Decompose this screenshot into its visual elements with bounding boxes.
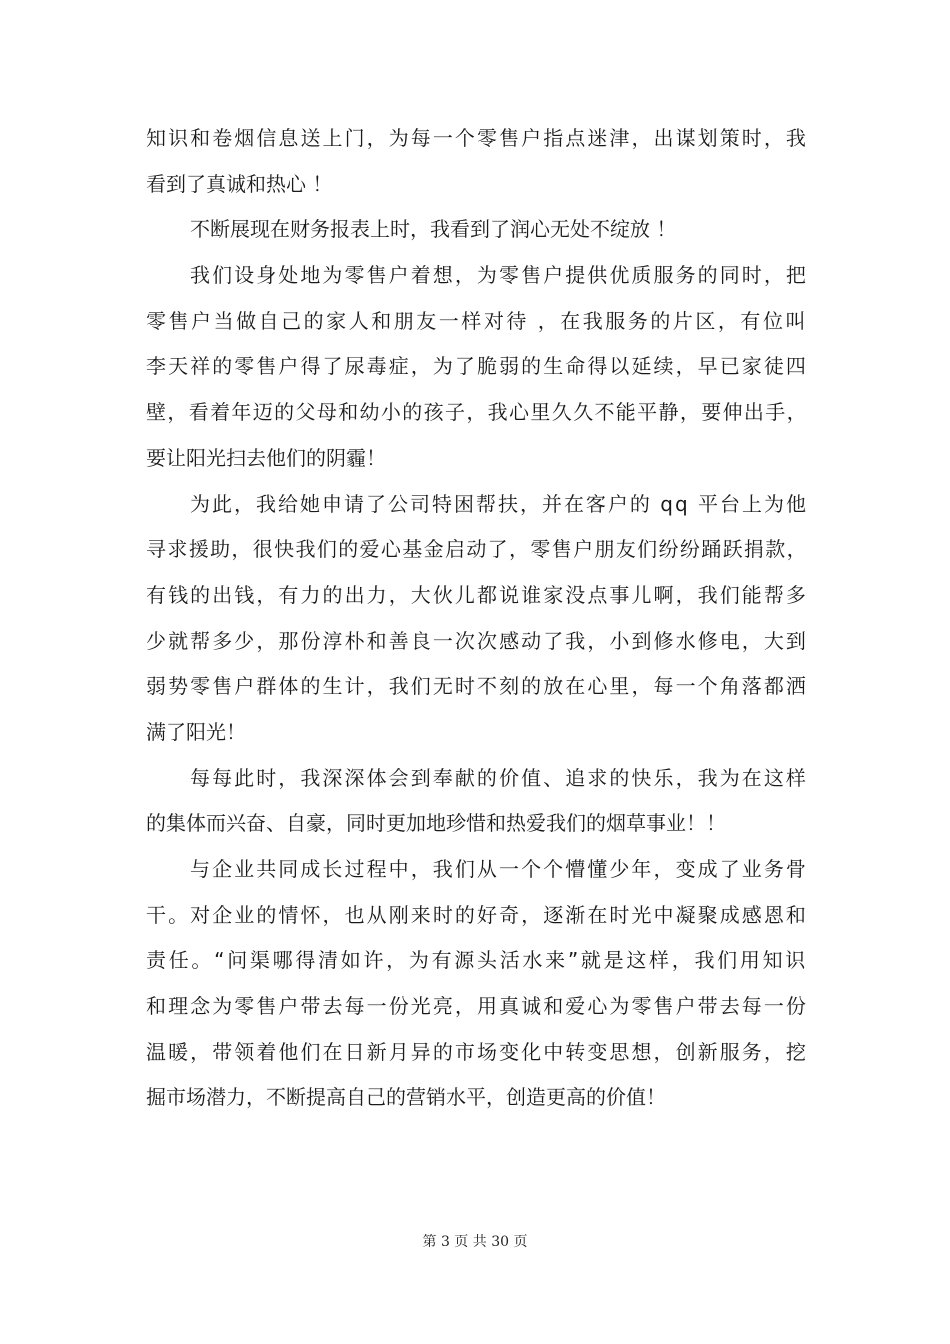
text-line: 看到了真诚和热心 ！ [146, 171, 333, 196]
text-line: 责任。“问渠哪得清如许，为有源头活水来”就是这样，我们用知识 [146, 948, 808, 973]
text-line: 为此，我给她申请了公司特困帮扶，并在客户的 qq 平台上为他 [190, 491, 808, 516]
text-line: 和理念为零售户带去每一份光亮，用真诚和爱心为零售户带去每一份 [146, 994, 808, 1019]
text-line: 零售户当做自己的家人和朋友一样对待 ，在我服务的片区，有位叫 [146, 308, 808, 333]
text-line: 每每此时，我深深体会到奉献的价值、追求的快乐，我为在这样 [190, 765, 808, 790]
text-line: 的集体而兴奋、自豪，同时更加地珍惜和热爱我们的烟草事业！！ [146, 811, 726, 836]
text-line: 壁，看着年迈的父母和幼小的孩子，我心里久久不能平静，要伸出手， [146, 400, 808, 425]
text-line: 少就帮多少，那份淳朴和善良一次次感动了我，小到修水修电，大到 [146, 628, 808, 653]
text-line: 温暖，带领着他们在日新月异的市场变化中转变思想，创新服务，挖 [146, 1039, 808, 1064]
text-line: 李天祥的零售户得了尿毒症，为了脆弱的生命得以延续，早已家徒四 [146, 354, 808, 379]
text-line: 满了阳光！ [146, 719, 246, 744]
text-line: 不断展现在财务报表上时，我看到了润心无处不绽放 ！ [190, 217, 677, 242]
text-line: 知识和卷烟信息送上门，为每一个零售户指点迷津，出谋划策时，我 [146, 126, 808, 150]
text-line: 有钱的出钱，有力的出力，大伙儿都说谁家没点事儿啊，我们能帮多 [146, 582, 808, 607]
text-line: 弱势零售户群体的生计，我们无时不刻的放在心里，每一个角落都洒 [146, 674, 808, 699]
page-number-footer: 第 3 页 共 30 页 [422, 1234, 528, 1250]
body-text [146, 116, 808, 1121]
text-line: 我们设身处地为零售户着想，为零售户提供优质服务的同时，把 [190, 263, 808, 288]
text-line: 干。对企业的情怀，也从刚来时的好奇，逐渐在时光中凝聚成感恩和 [146, 902, 808, 927]
text-line: 寻求援助，很快我们的爱心基金启动了，零售户朋友们纷纷踊跃捐款， [146, 537, 808, 562]
text-line: 要让阳光扫去他们的阴霾！ [146, 445, 386, 470]
text-line: 掘市场潜力，不断提高自己的营销水平，创造更高的价值！ [146, 1085, 666, 1110]
text-line: 与企业共同成长过程中，我们从一个个懵懂少年，变成了业务骨 [190, 857, 808, 881]
